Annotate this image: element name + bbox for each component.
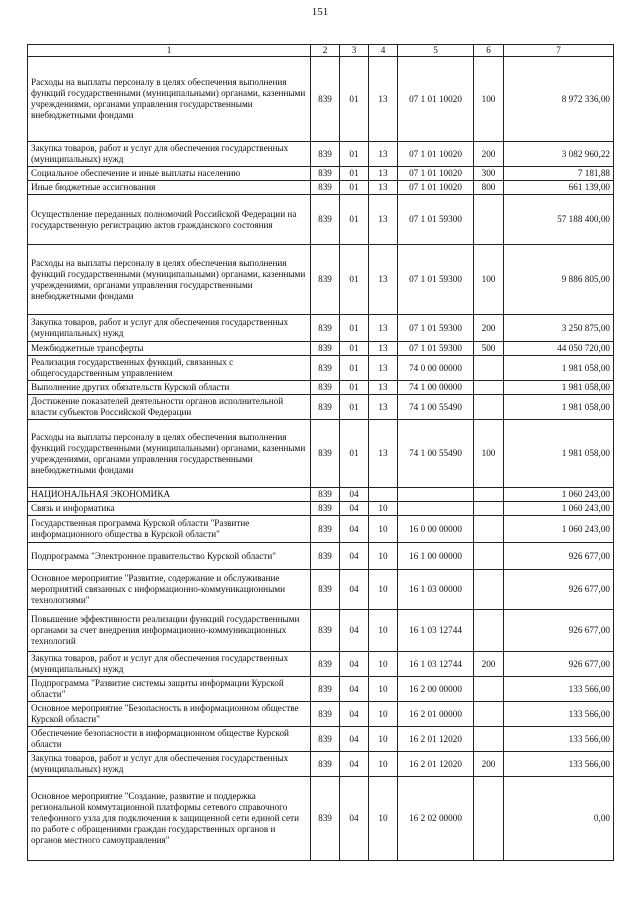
section-cell: 01 — [340, 342, 369, 356]
name-cell: Подпрограмма "Развитие системы защиты информации Курской области" — [28, 677, 311, 702]
section-cell: 04 — [340, 652, 369, 677]
subsection-cell: 13 — [369, 195, 398, 245]
admin-code-cell: 839 — [311, 752, 340, 777]
expense-type-cell: 100 — [474, 57, 504, 142]
name-cell: Расходы на выплаты персоналу в целях обеспечения выполнения функций государственными (муниципальными) органами, казенными учреждениями, органами управления государственными внебюджетными фондами — [28, 245, 311, 315]
target-article-cell: 16 2 01 12020 — [398, 752, 474, 777]
name-cell: Основное мероприятие "Создание, развитие и поддержка региональной коммутационной платформы сетевого справочного телефонного узла для подключения к защищенной сети единой сети по работе с обращениями граждан государственных органов и органов местного самоуправления" — [28, 777, 311, 861]
admin-code-cell: 839 — [311, 502, 340, 516]
subsection-cell — [369, 488, 398, 502]
target-article-cell — [398, 488, 474, 502]
section-cell: 01 — [340, 245, 369, 315]
amount-cell: 0,00 — [504, 777, 614, 861]
header-cell: 3 — [340, 45, 369, 57]
subsection-cell: 10 — [369, 652, 398, 677]
subsection-cell: 10 — [369, 777, 398, 861]
admin-code-cell: 839 — [311, 167, 340, 181]
subsection-cell: 13 — [369, 167, 398, 181]
table-row — [28, 315, 614, 342]
section-cell: 04 — [340, 570, 369, 610]
admin-code-cell: 839 — [311, 727, 340, 752]
target-article-cell: 07 1 01 59300 — [398, 342, 474, 356]
target-article-cell: 74 0 00 00000 — [398, 356, 474, 381]
section-cell: 01 — [340, 420, 369, 488]
table-row — [28, 677, 614, 702]
amount-cell: 44 050 720,00 — [504, 342, 614, 356]
name-cell: Расходы на выплаты персоналу в целях обеспечения выполнения функций государственными (муниципальными) органами, казенными учреждениями, органами управления государственными внебюджетными фондами — [28, 420, 311, 488]
amount-cell: 133 566,00 — [504, 752, 614, 777]
section-cell: 04 — [340, 677, 369, 702]
subsection-cell: 10 — [369, 516, 398, 543]
target-article-cell: 74 1 00 55490 — [398, 420, 474, 488]
name-cell: Социальное обеспечение и иные выплаты населению — [28, 167, 311, 181]
amount-cell: 661 139,00 — [504, 181, 614, 195]
expense-type-cell — [474, 516, 504, 543]
section-cell: 01 — [340, 395, 369, 420]
expense-type-cell — [474, 543, 504, 570]
expense-type-cell — [474, 777, 504, 861]
name-cell: Связь и информатика — [28, 502, 311, 516]
admin-code-cell: 839 — [311, 420, 340, 488]
target-article-cell: 07 1 01 10020 — [398, 167, 474, 181]
subsection-cell: 10 — [369, 570, 398, 610]
subsection-cell: 13 — [369, 381, 398, 395]
section-cell: 04 — [340, 752, 369, 777]
subsection-cell: 13 — [369, 181, 398, 195]
amount-cell: 1 060 243,00 — [504, 488, 614, 502]
target-article-cell: 16 1 03 12744 — [398, 652, 474, 677]
amount-cell: 1 981 058,00 — [504, 395, 614, 420]
section-cell: 04 — [340, 777, 369, 861]
section-cell: 01 — [340, 195, 369, 245]
target-article-cell: 07 1 01 59300 — [398, 245, 474, 315]
section-cell: 04 — [340, 543, 369, 570]
subsection-cell: 10 — [369, 702, 398, 727]
target-article-cell: 07 1 01 10020 — [398, 57, 474, 142]
page-number: 151 — [311, 6, 329, 18]
amount-cell: 1 981 058,00 — [504, 381, 614, 395]
admin-code-cell: 839 — [311, 342, 340, 356]
expense-type-cell: 100 — [474, 245, 504, 315]
target-article-cell: 07 1 01 10020 — [398, 142, 474, 167]
name-cell: Реализация государственных функций, связанных с общегосударственным управлением — [28, 356, 311, 381]
expense-type-cell — [474, 727, 504, 752]
admin-code-cell: 839 — [311, 245, 340, 315]
subsection-cell: 13 — [369, 420, 398, 488]
name-cell: Закупка товаров, работ и услуг для обеспечения государственных (муниципальных) нужд — [28, 752, 311, 777]
table-row — [28, 777, 614, 861]
expense-type-cell: 200 — [474, 652, 504, 677]
expense-type-cell — [474, 502, 504, 516]
header-cell: 7 — [504, 45, 614, 57]
subsection-cell: 10 — [369, 752, 398, 777]
amount-cell: 926 677,00 — [504, 610, 614, 652]
subsection-cell: 10 — [369, 543, 398, 570]
table-row — [28, 420, 614, 488]
name-cell: Повышение эффективности реализации функций государственными органами за счет внедрения информационно-коммуникационных технологий — [28, 610, 311, 652]
amount-cell: 1 981 058,00 — [504, 356, 614, 381]
table-row — [28, 702, 614, 727]
admin-code-cell: 839 — [311, 570, 340, 610]
table-row — [28, 652, 614, 677]
section-cell: 01 — [340, 167, 369, 181]
table-row — [28, 570, 614, 610]
amount-cell: 8 972 336,00 — [504, 57, 614, 142]
section-cell: 01 — [340, 356, 369, 381]
subsection-cell: 10 — [369, 727, 398, 752]
expense-type-cell: 200 — [474, 752, 504, 777]
name-cell: НАЦИОНАЛЬНАЯ ЭКОНОМИКА — [28, 488, 311, 502]
target-article-cell: 16 1 03 12744 — [398, 610, 474, 652]
expense-type-cell: 500 — [474, 342, 504, 356]
name-cell: Закупка товаров, работ и услуг для обеспечения государственных (муниципальных) нужд — [28, 315, 311, 342]
amount-cell: 926 677,00 — [504, 570, 614, 610]
table-row — [28, 142, 614, 167]
target-article-cell: 16 2 01 12020 — [398, 727, 474, 752]
name-cell: Основное мероприятие "Безопасность в информационном обществе Курской области" — [28, 702, 311, 727]
name-cell: Подпрограмма "Электронное правительство Курской области" — [28, 543, 311, 570]
section-cell: 04 — [340, 702, 369, 727]
admin-code-cell: 839 — [311, 195, 340, 245]
amount-cell: 1 060 243,00 — [504, 516, 614, 543]
target-article-cell: 74 1 00 00000 — [398, 381, 474, 395]
amount-cell: 1 981 058,00 — [504, 420, 614, 488]
target-article-cell: 16 2 00 00000 — [398, 677, 474, 702]
table-row — [28, 752, 614, 777]
expense-type-cell — [474, 702, 504, 727]
amount-cell: 926 677,00 — [504, 543, 614, 570]
name-cell: Осуществление переданных полномочий Российской Федерации на государственную регистрацию актов гражданского состояния — [28, 195, 311, 245]
admin-code-cell: 839 — [311, 142, 340, 167]
table-row — [28, 181, 614, 195]
amount-cell: 7 181,88 — [504, 167, 614, 181]
admin-code-cell: 839 — [311, 610, 340, 652]
target-article-cell: 74 1 00 55490 — [398, 395, 474, 420]
section-cell: 04 — [340, 610, 369, 652]
target-article-cell: 07 1 01 59300 — [398, 315, 474, 342]
admin-code-cell: 839 — [311, 543, 340, 570]
section-cell: 04 — [340, 502, 369, 516]
name-cell: Основное мероприятие "Развитие, содержание и обслуживание мероприятий связанных с информационно-коммуникационными технологиями" — [28, 570, 311, 610]
table-row — [28, 516, 614, 543]
table-row — [28, 57, 614, 142]
expense-type-cell: 300 — [474, 167, 504, 181]
target-article-cell: 07 1 01 59300 — [398, 195, 474, 245]
section-cell: 01 — [340, 142, 369, 167]
header-cell: 2 — [311, 45, 340, 57]
admin-code-cell: 839 — [311, 652, 340, 677]
header-cell: 1 — [28, 45, 311, 57]
table-row — [28, 195, 614, 245]
subsection-cell: 10 — [369, 677, 398, 702]
header-row — [28, 45, 614, 57]
budget-table — [27, 44, 614, 861]
amount-cell: 1 060 243,00 — [504, 502, 614, 516]
expense-type-cell: 200 — [474, 315, 504, 342]
section-cell: 04 — [340, 488, 369, 502]
subsection-cell: 13 — [369, 342, 398, 356]
table-row — [28, 610, 614, 652]
admin-code-cell: 839 — [311, 516, 340, 543]
admin-code-cell: 839 — [311, 181, 340, 195]
expense-type-cell: 800 — [474, 181, 504, 195]
target-article-cell: 16 2 01 00000 — [398, 702, 474, 727]
table-row — [28, 727, 614, 752]
admin-code-cell: 839 — [311, 356, 340, 381]
amount-cell: 133 566,00 — [504, 727, 614, 752]
target-article-cell: 16 1 00 00000 — [398, 543, 474, 570]
admin-code-cell: 839 — [311, 677, 340, 702]
section-cell: 01 — [340, 381, 369, 395]
subsection-cell: 10 — [369, 610, 398, 652]
name-cell: Закупка товаров, работ и услуг для обеспечения государственных (муниципальных) нужд — [28, 652, 311, 677]
amount-cell: 9 886 805,00 — [504, 245, 614, 315]
name-cell: Государственная программа Курской области "Развитие информационного общества в Курской области" — [28, 516, 311, 543]
expense-type-cell — [474, 610, 504, 652]
name-cell: Закупка товаров, работ и услуг для обеспечения государственных (муниципальных) нужд — [28, 142, 311, 167]
target-article-cell: 16 1 03 00000 — [398, 570, 474, 610]
target-article-cell — [398, 502, 474, 516]
table-row — [28, 167, 614, 181]
table-row — [28, 543, 614, 570]
subsection-cell: 13 — [369, 395, 398, 420]
expense-type-cell: 200 — [474, 142, 504, 167]
table-row — [28, 502, 614, 516]
expense-type-cell — [474, 488, 504, 502]
table-row — [28, 245, 614, 315]
header-cell: 6 — [474, 45, 504, 57]
admin-code-cell: 839 — [311, 381, 340, 395]
admin-code-cell: 839 — [311, 488, 340, 502]
expense-type-cell — [474, 395, 504, 420]
name-cell: Обеспечение безопасности в информационном обществе Курской области — [28, 727, 311, 752]
target-article-cell: 07 1 01 10020 — [398, 181, 474, 195]
amount-cell: 57 188 400,00 — [504, 195, 614, 245]
table-row — [28, 342, 614, 356]
header-cell: 5 — [398, 45, 474, 57]
amount-cell: 3 250 875,00 — [504, 315, 614, 342]
section-cell: 04 — [340, 727, 369, 752]
table-row — [28, 381, 614, 395]
table-row — [28, 356, 614, 381]
expense-type-cell — [474, 570, 504, 610]
subsection-cell: 13 — [369, 356, 398, 381]
header-cell: 4 — [369, 45, 398, 57]
amount-cell: 3 082 960,22 — [504, 142, 614, 167]
subsection-cell: 13 — [369, 245, 398, 315]
subsection-cell: 10 — [369, 502, 398, 516]
subsection-cell: 13 — [369, 315, 398, 342]
admin-code-cell: 839 — [311, 57, 340, 142]
expense-type-cell — [474, 356, 504, 381]
section-cell: 01 — [340, 57, 369, 142]
amount-cell: 133 566,00 — [504, 702, 614, 727]
expense-type-cell — [474, 195, 504, 245]
subsection-cell: 13 — [369, 57, 398, 142]
target-article-cell: 16 0 00 00000 — [398, 516, 474, 543]
table-row — [28, 395, 614, 420]
table-row — [28, 488, 614, 502]
admin-code-cell: 839 — [311, 777, 340, 861]
admin-code-cell: 839 — [311, 315, 340, 342]
name-cell: Расходы на выплаты персоналу в целях обеспечения выполнения функций государственными (муниципальными) органами, казенными учреждениями, органами управления государственными внебюджетными фондами — [28, 57, 311, 142]
name-cell: Достижение показателей деятельности органов исполнительной власти субъектов Российской Федерации — [28, 395, 311, 420]
name-cell: Межбюджетные трансферты — [28, 342, 311, 356]
section-cell: 01 — [340, 181, 369, 195]
expense-type-cell — [474, 677, 504, 702]
name-cell: Выполнение других обязательств Курской области — [28, 381, 311, 395]
admin-code-cell: 839 — [311, 395, 340, 420]
admin-code-cell: 839 — [311, 702, 340, 727]
expense-type-cell — [474, 381, 504, 395]
amount-cell: 926 677,00 — [504, 652, 614, 677]
name-cell: Иные бюджетные ассигнования — [28, 181, 311, 195]
subsection-cell: 13 — [369, 142, 398, 167]
expense-type-cell: 100 — [474, 420, 504, 488]
section-cell: 01 — [340, 315, 369, 342]
target-article-cell: 16 2 02 00000 — [398, 777, 474, 861]
amount-cell: 133 566,00 — [504, 677, 614, 702]
section-cell: 04 — [340, 516, 369, 543]
